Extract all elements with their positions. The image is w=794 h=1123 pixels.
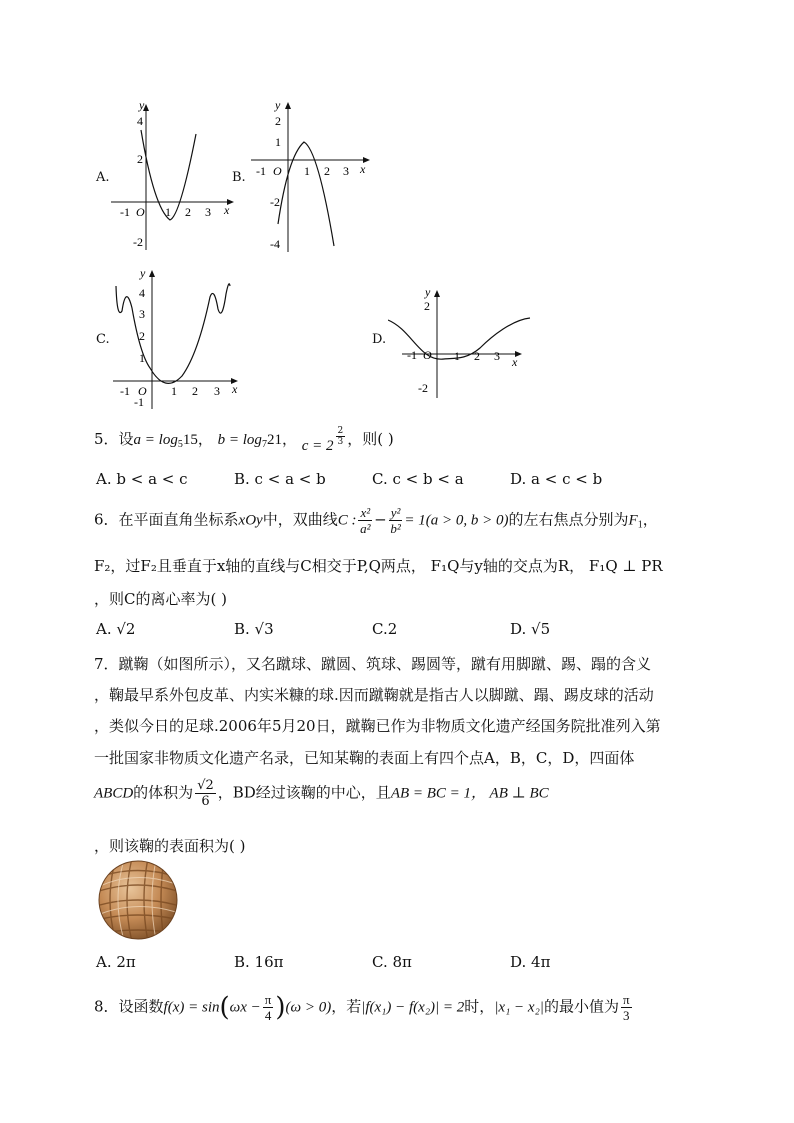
tick-x-1: 1	[304, 164, 310, 178]
option-d-label: D.	[372, 332, 387, 347]
q8-function: f(x) = sin	[163, 999, 220, 1016]
tick-y-4: 4	[139, 286, 145, 300]
q8-mid2: 时，	[464, 997, 495, 1016]
q7-line-4: 一批国家非物质文化遗产名录，已知某鞠的表面上有四个点A，B，C，D，四面体	[94, 749, 635, 767]
x-label: x	[512, 355, 518, 369]
curve-c	[116, 284, 230, 384]
q7-volume-text: 的体积为	[133, 783, 194, 802]
q8-condition: (ω > 0)	[285, 999, 332, 1016]
tick-y-neg2: -2	[418, 381, 428, 395]
q6-option-c[interactable]: C.2	[372, 620, 398, 638]
tick-x-3: 3	[214, 384, 220, 398]
y-arrow	[285, 102, 291, 109]
q6-option-a[interactable]: A. √2	[96, 620, 136, 638]
tick-y-2: 2	[275, 114, 281, 128]
tick-y-1: 1	[275, 135, 281, 149]
tick-x-1: 1	[171, 384, 177, 398]
tick-x-2: 2	[324, 164, 330, 178]
tick-x-neg1: -1	[256, 164, 266, 178]
q5-option-a[interactable]: A. b < a < c	[96, 470, 188, 488]
x-label: x	[224, 203, 230, 217]
tick-y-4: 4	[137, 114, 143, 128]
tick-origin: O	[136, 205, 145, 219]
q7-option-b[interactable]: B. 16π	[234, 953, 284, 971]
q6-condition: = 1(a > 0, b > 0)	[404, 512, 509, 529]
y-label: y	[140, 266, 146, 280]
graph-a	[108, 98, 238, 253]
tick-origin: O	[423, 348, 432, 362]
tick-x-1: 1	[165, 205, 171, 219]
q8-start: 8．设函数	[94, 997, 164, 1016]
q6-mid: 中，双曲线	[262, 510, 338, 529]
tick-y-2: 2	[139, 329, 145, 343]
q6-line-3: ，则C的离心率为( )	[94, 590, 227, 608]
q7-line-3: ，类似今日的足球.2006年5月20日，蹴鞠已作为非物质文化遗产经国务院批准列入第	[94, 717, 661, 735]
q5-tail: ，则( )	[347, 430, 394, 448]
option-c-label: C.	[96, 332, 110, 347]
q8-answer-frac: $\frac{\pi}{3}$	[622, 992, 630, 1023]
tick-y-neg1: -1	[134, 395, 144, 409]
q5-option-c[interactable]: C. c < b < a	[372, 470, 464, 488]
tick-x-3: 3	[205, 205, 211, 219]
q6-frac-x: $\frac{\text{x²}}{\text{a²}}$	[360, 505, 371, 536]
q6-foci: 的左右焦点分别为	[508, 510, 629, 529]
tick-origin: O	[273, 164, 282, 178]
q7-option-a[interactable]: A. 2π	[96, 953, 136, 971]
q7-line-1: 7．蹴鞠（如图所示），又名蹴球、蹴圆、筑球、踢圆等，蹴有用脚蹴、踢、蹋的含义	[94, 655, 652, 673]
q8-abs-expr: |f(x₁) − f(x₂)| = 2	[361, 999, 465, 1016]
tick-y-neg4: -4	[270, 237, 280, 251]
q6-option-b[interactable]: B. √3	[234, 620, 274, 638]
y-label: y	[275, 98, 281, 112]
tick-x-1: 1	[454, 349, 460, 363]
tick-x-2: 2	[185, 205, 191, 219]
q6-line1-end: ，	[642, 510, 658, 529]
tick-x-2: 2	[474, 349, 480, 363]
q6-option-d[interactable]: D. √5	[510, 620, 551, 638]
option-b-label: B.	[232, 170, 246, 185]
q6-curve-name: C :	[337, 512, 357, 529]
q6-line-2: F₂，过F₂且垂直于x轴的直线与C相交于P,Q两点， F₁Q与y轴的交点为R， F₁Q ⊥ PR	[94, 557, 663, 575]
q7-option-d[interactable]: D. 4π	[510, 953, 551, 971]
q7-line-6: ，则该鞠的表面积为( )	[94, 837, 246, 855]
q7-volume: $\frac{√2}{6}$	[197, 778, 214, 809]
q6-intro: 6．在平面直角坐标系	[94, 510, 239, 529]
q7-line-5	[94, 778, 549, 809]
q7-abcd: ABCD	[94, 785, 134, 802]
tick-x-3: 3	[343, 164, 349, 178]
q8-arg: ωx −	[229, 999, 261, 1016]
q6-frac-y: $\frac{\text{y²}}{\text{b²}}$	[390, 505, 401, 536]
q8-abs-diff: |x₁ − x₂|	[494, 999, 544, 1016]
q7-option-c[interactable]: C. 8π	[372, 953, 412, 971]
q7-bd-text: ，BD经过该鞠的中心，且	[217, 783, 391, 802]
q5-a-base: 5	[177, 439, 183, 450]
tick-y-2: 2	[424, 299, 430, 313]
tick-x-2: 2	[192, 384, 198, 398]
q7-conditions: AB = BC = 1， AB ⊥ BC	[390, 785, 549, 802]
q5-a-arg: 15，	[182, 432, 213, 448]
tick-y-3: 3	[139, 307, 145, 321]
question-5	[94, 425, 394, 454]
q5-option-d[interactable]: D. a < c < b	[510, 470, 603, 488]
graph-d	[388, 284, 538, 404]
y-arrow	[149, 270, 155, 277]
q6-f1: F	[628, 512, 638, 529]
q5-option-b[interactable]: B. c < a < b	[234, 470, 326, 488]
y-label: y	[139, 98, 145, 112]
q6-xoy: xOy	[238, 512, 263, 529]
tick-y-neg2: -2	[270, 195, 280, 209]
tick-y-1: 1	[139, 351, 145, 365]
graph-b	[248, 96, 378, 256]
x-label: x	[232, 382, 238, 396]
q8-mid: ，若	[331, 997, 362, 1016]
q8-pi-over-4: $\frac{\pi}{4}$	[264, 992, 272, 1023]
curve-b	[278, 142, 334, 246]
graph-c	[110, 264, 250, 414]
q8-line-1: 8．设函数f(x) = sin(ωx − $\frac{\pi}{4}$ )(ω > 0)，若|f(x₁) − f(x₂)| = 2时，|x₁ − x₂|的最小值为 $\frac{\pi}{3}$	[94, 992, 630, 1023]
y-arrow	[434, 290, 440, 297]
tick-x-neg1: -1	[120, 205, 130, 219]
q5-b-base: 7	[261, 439, 267, 450]
tick-x-3: 3	[494, 349, 500, 363]
tick-x-neg1: -1	[407, 348, 417, 362]
q5-c-exponent: $\frac{2}{3}$	[337, 425, 344, 447]
tick-x-neg1: -1	[120, 384, 130, 398]
q5-b-arg: 21，	[266, 432, 297, 448]
y-label: y	[425, 285, 431, 299]
q5-c-expr: c = 2	[301, 438, 334, 454]
x-label: x	[360, 162, 366, 176]
q6-line-1: 6．在平面直角坐标系xOy中，双曲线C : $\frac{\text{x²}}{\text{a²}}$ − $\frac{\text{y²}}{\text{b²}}$ = 1(a > 0, b > 0)的左右焦点分别为$F_1$，	[94, 505, 658, 536]
q5-a-expr: a = log	[133, 432, 178, 448]
q8-end: 的最小值为	[543, 997, 619, 1016]
q5-b-expr: b = log	[217, 432, 262, 448]
tick-y-2: 2	[137, 152, 143, 166]
q5-number: 5．设	[94, 430, 134, 448]
cuju-ball-image	[96, 858, 180, 942]
option-a-label: A.	[96, 170, 110, 185]
q7-line-2: ，鞠最早系外包皮革、内实米糠的球.因而蹴鞠就是指古人以脚蹴、蹋、踢皮球的活动	[94, 686, 654, 704]
tick-origin: O	[138, 384, 147, 398]
tick-y-neg2: -2	[133, 235, 143, 249]
